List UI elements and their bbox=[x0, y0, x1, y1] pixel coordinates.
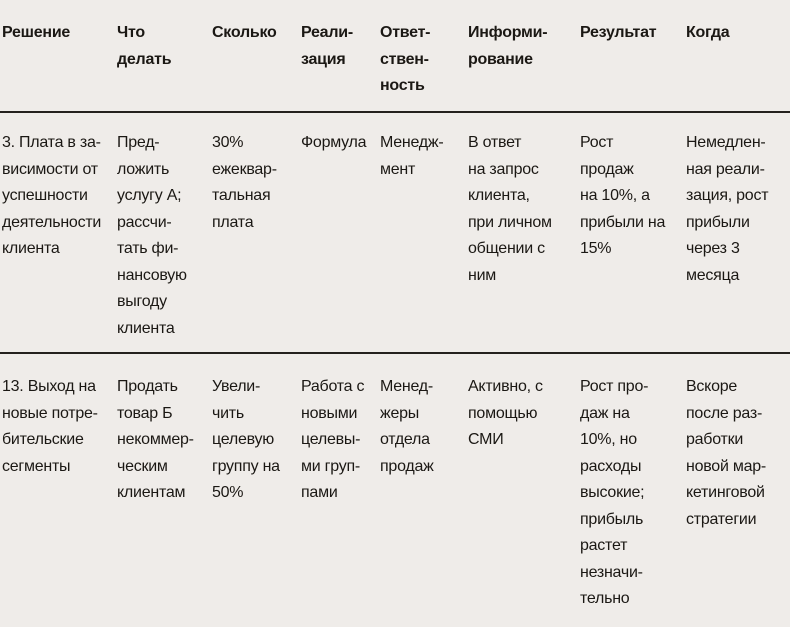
row-cell-solution: 13. Выход на новые потре- бительские сегменты bbox=[2, 378, 98, 475]
row-cell-how-much: 30% ежеквар- тальная плата bbox=[212, 134, 277, 231]
row-cell-solution: 3. Плата в за- висимости от успешности деятельности клиента bbox=[2, 134, 102, 257]
table-row bbox=[0, 353, 790, 627]
row-cell-responsibility: Менед- жеры отдела продаж bbox=[380, 378, 434, 475]
header-cell-responsibility: Ответ- ствен- ность bbox=[380, 24, 431, 94]
row-cell-result: Рост про- даж на 10%, но расходы высокие; прибыль растет незначи- тельно bbox=[580, 378, 649, 607]
header-cell-solution: Решение bbox=[2, 24, 71, 41]
row-cell-result: Рост продаж на 10%, а прибыли на 15% bbox=[580, 134, 666, 257]
table-row bbox=[0, 112, 790, 352]
row-cell-implementation: Формула bbox=[301, 134, 367, 151]
row-cell-responsibility: Менедж- мент bbox=[380, 134, 444, 178]
header-cell-implementation: Реали- зация bbox=[301, 24, 353, 68]
header-cell-result: Результат bbox=[580, 24, 657, 41]
row-cell-what-to-do: Продать товар Б некоммер- ческим клиентам bbox=[117, 378, 194, 501]
row-cell-implementation: Работа с новыми целевы- ми груп- пами bbox=[301, 378, 365, 501]
header-cell-how-much: Сколько bbox=[212, 24, 277, 41]
header-cell-when: Когда bbox=[686, 24, 730, 41]
header-cell-information: Информи- рование bbox=[468, 24, 548, 68]
row-cell-information: В ответ на запрос клиента, при личном общении с ним bbox=[468, 134, 552, 284]
row-cell-when: Вскоре после раз- работки новой мар- кетинговой стратегии bbox=[686, 378, 766, 528]
header-cell-what-to-do: Что делать bbox=[117, 24, 172, 68]
row-cell-when: Немедлен- ная реали- зация, рост прибыли через 3 месяца bbox=[686, 134, 769, 284]
row-cell-information: Активно, с помощью СМИ bbox=[468, 378, 543, 448]
row-cell-what-to-do: Пред- ложить услугу А; рассчи- тать фи- нансовую выгоду клиента bbox=[117, 134, 187, 337]
table-header-row bbox=[0, 0, 790, 112]
row-cell-how-much: Увели- чить целевую группу на 50% bbox=[212, 378, 280, 501]
